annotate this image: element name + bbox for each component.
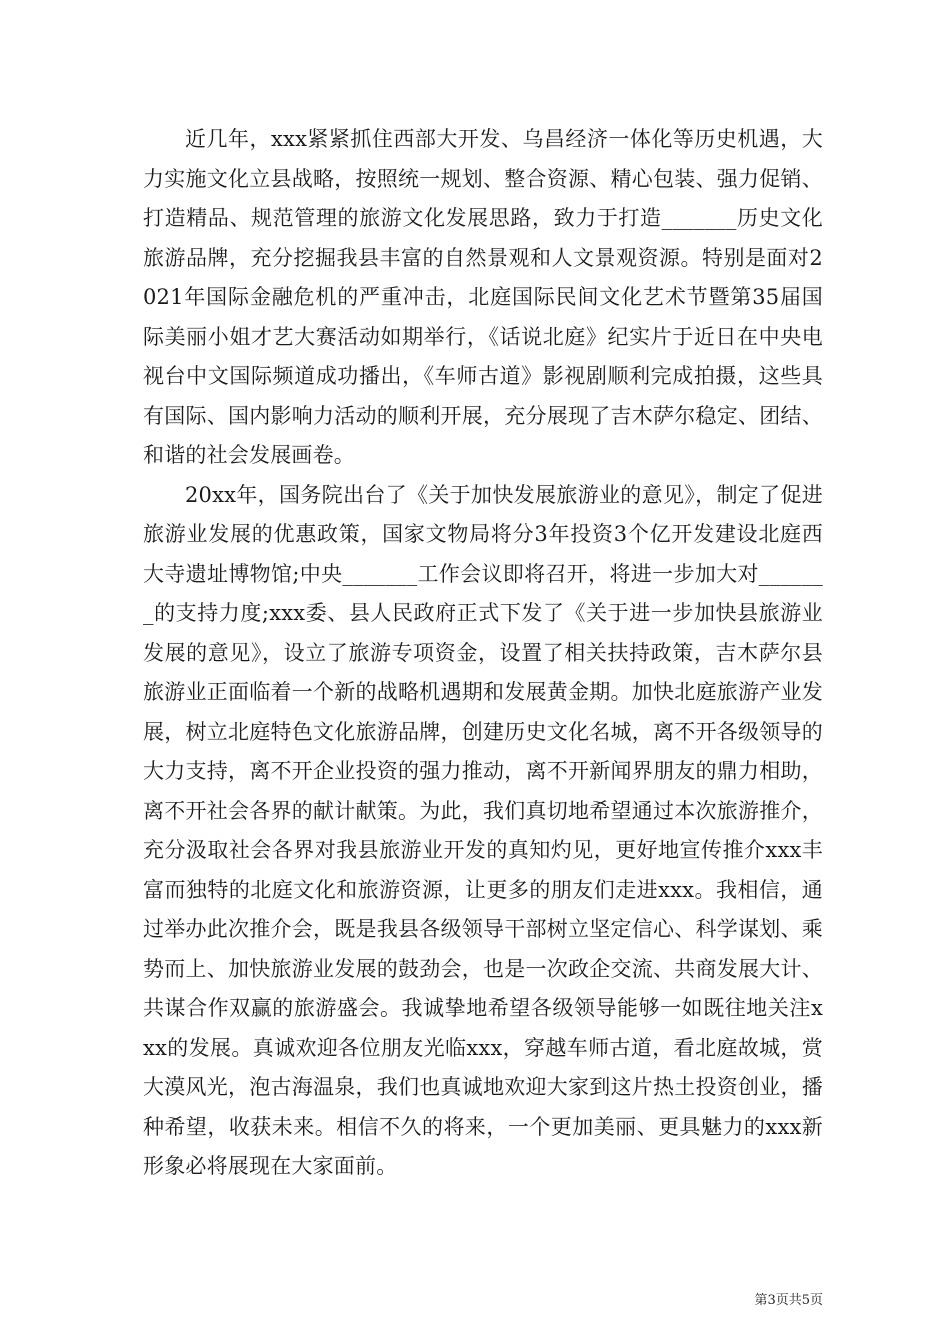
page-number: 第3页共5页 <box>754 1293 823 1308</box>
paragraph-1: 近几年，xxx紧紧抓住西部大开发、乌昌经济一体化等历史机遇，大力实施文化立县战略，按照统一规划、整合资源、精心包装、强力促销、打造精品、规范管理的旅游文化发展思路，致力于打造_______历史文化旅游品牌，充分挖掘我县丰富的自然景观和人文景观资源。特别是面对2021年国际金融危机的严重冲击，北庭国际民间文化艺术节暨第35届国际美丽小姐才艺大赛活动如期举行，《话说北庭》纪实片于近日在中央电视台中文国际频道成功播出，《车师古道》影视剧顺利完成拍摄，这些具有国际、国内影响力活动的顺利开展，充分展现了吉木萨尔稳定、团结、和谐的社会发展画卷。 <box>143 127 823 467</box>
paragraph-2: 20xx年，国务院出台了《关于加快发展旅游业的意见》，制定了促进旅游业发展的优惠政策，国家文物局将分3年投资3个亿开发建设北庭西大寺遗址博物馆;中央_______工作会议即将召开，将进一步加大对_______的支持力度;xxx委、县人民政府正式下发了《关于进一步加快县旅游业发展的意见》，设立了旅游专项资金，设置了相关扶持政策，吉木萨尔县旅游业正面临着一个新的战略机遇期和发展黄金期。加快北庭旅游产业发展，树立北庭特色文化旅游品牌，创建历史文化名城，离不开各级领导的大力支持，离不开企业投资的强力推动，离不开新闻界朋友的鼎力相助，离不开社会各界的献计献策。为此，我们真切地希望通过本次旅游推介，充分汲取社会各界对我县旅游业开发的真知灼见，更好地宣传推介xxx丰富而独特的北庭文化和旅游资源，让更多的朋友们走进xxx。我相信，通过举办此次推介会，既是我县各级领导干部树立坚定信心、科学谋划、乘势而上、加快旅游业发展的鼓劲会，也是一次政企交流、共商发展大计、共谋合作双赢的旅游盛会。我诚挚地希望各级领导能够一如既往地关注xxx的发展。真诚欢迎各位朋友光临xxx，穿越车师古道，看北庭故城，赏大漠风光，泡古海温泉，我们也真诚地欢迎大家到这片热土投资创业，播种希望，收获未来。相信不久的将来，一个更加美丽、更具魅力的xxx新形象必将展现在大家面前。 <box>143 482 823 1178</box>
document-body <box>143 120 823 1187</box>
